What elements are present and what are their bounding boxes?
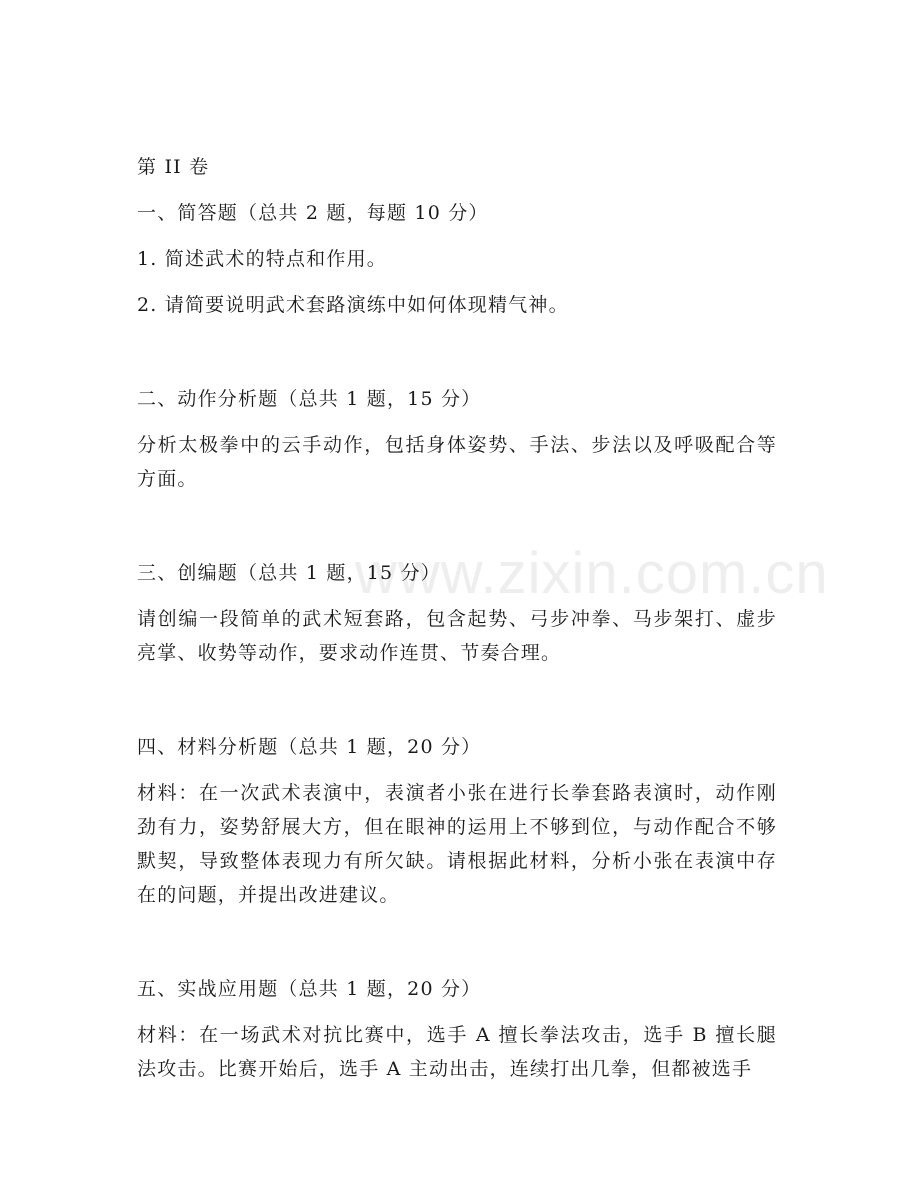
section-4-text: 材料：在一次武术表演中，表演者小张在进行长拳套路表演时，动作刚劲有力，姿势舒展大方，但在眼神的运用上不够到位，与动作配合不够默契，导致整体表现力有所欠缺。请根据此材料，分析小张在表演中存在的问题，并提出改进建议。 — [137, 782, 777, 906]
spacer — [137, 508, 777, 556]
section-2-text: 分析太极拳中的云手动作，包括身体姿势、手法、步法以及呼吸配合等方面。 — [137, 434, 777, 490]
watermark: www.zixin.com.cn — [355, 541, 829, 606]
spacer — [137, 682, 777, 730]
section-1-heading: 一、简答题（总共 2 题，每题 10 分） — [137, 202, 489, 224]
section-1-question-2: 2. 请简要说明武术套路演练中如何体现精气神。 — [137, 294, 569, 316]
section-5-text: 材料：在一场武术对抗比赛中，选手 A 擅长拳法攻击，选手 B 擅长腿法攻击。比赛开始后，选手 A 主动出击，连续打出几拳，但都被选手 — [137, 1024, 777, 1080]
section-1-question-1: 1. 简述武术的特点和作用。 — [137, 248, 387, 270]
spacer — [137, 924, 777, 972]
document-body — [137, 150, 777, 1098]
section-3-heading: 三、创编题（总共 1 题，15 分） — [137, 562, 441, 584]
section-3-text: 请创编一段简单的武术短套路，包含起势、弓步冲拳、马步架打、虚步亮掌、收势等动作，要求动作连贯、节奏合理。 — [137, 608, 777, 664]
section-2-heading: 二、动作分析题（总共 1 题，15 分） — [137, 388, 482, 410]
section-4-heading: 四、材料分析题（总共 1 题，20 分） — [137, 736, 482, 758]
section-5-heading: 五、实战应用题（总共 1 题，20 分） — [137, 978, 482, 1000]
spacer — [137, 334, 777, 382]
volume-title: 第 II 卷 — [137, 156, 210, 178]
